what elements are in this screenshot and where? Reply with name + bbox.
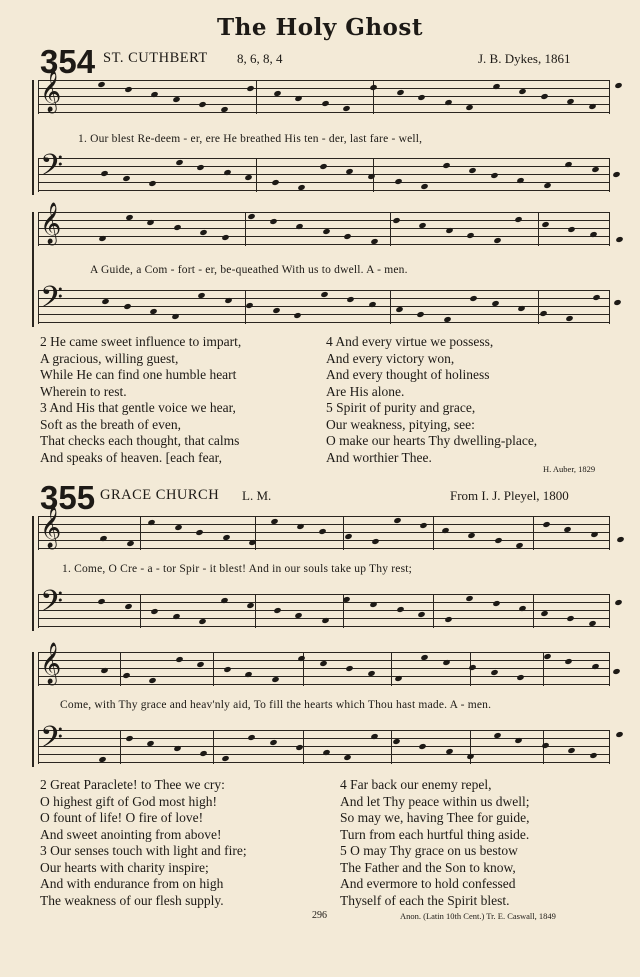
notehead-icon [146,219,154,226]
notehead-icon [369,84,377,91]
verse-line: 2 Great Paraclete! to Thee we cry: [40,777,225,792]
notehead-icon [196,529,204,536]
notehead-icon [175,159,183,166]
notehead-icon [567,615,575,622]
notehead-icon [543,182,551,189]
verse-line: And sweet anointing from above! [40,826,222,842]
notehead-icon [515,737,523,744]
treble-staff [38,203,610,246]
verse-line: 2 He came sweet influence to impart, [40,334,242,349]
verse-line: Wherein to rest. [40,383,127,399]
notehead-icon [445,227,453,234]
tune-name: GRACE CHURCH [100,487,220,503]
notehead-icon [318,528,326,535]
notehead-icon [245,174,253,181]
page-title: The Holy Ghost [217,14,423,41]
verses-right [340,777,529,909]
verse-line: Are His alone. [326,383,405,399]
notehead-icon [124,603,132,610]
notehead-icon [493,237,501,244]
notehead-icon [419,522,427,529]
notehead-icon [540,610,548,617]
notehead-icon [392,738,400,745]
notehead-icon [367,173,375,180]
bass-staff [38,281,610,324]
notehead-icon [272,307,280,314]
verse-line: 4 Far back our enemy repel, [340,777,492,792]
notehead-icon [494,537,502,544]
notehead-icon [123,303,131,310]
notehead-icon [175,656,183,663]
treble-clef-icon: 𝄞 [40,507,62,548]
notehead-icon [344,233,352,240]
notehead-icon [517,674,525,681]
verse-line: 4 And every virtue we possess, [326,334,494,349]
hymn-number: 355 [40,479,96,516]
notehead-icon [124,86,132,93]
notehead-icon [416,311,424,318]
notehead-icon [442,659,450,666]
notehead-icon [470,295,478,302]
notehead-icon [589,752,597,759]
notehead-icon [122,175,130,182]
notehead-icon [518,305,526,312]
notehead-icon [150,608,158,615]
notehead-icon [197,164,205,171]
notehead-icon [344,754,352,761]
notehead-icon [224,297,232,304]
notehead-icon [395,306,403,313]
notehead-icon [568,747,576,754]
notehead-icon [246,302,254,309]
notehead-icon [200,750,208,757]
notehead-icon [343,105,351,112]
notehead-icon [614,299,622,306]
verse-line: 5 Spirit of purity and grace, [326,400,476,415]
notehead-icon [223,666,231,673]
notehead-icon [418,743,426,750]
notehead-icon [319,163,327,170]
notehead-icon [122,672,130,679]
notehead-icon [269,739,277,746]
notehead-icon [592,294,600,301]
notehead-icon [492,600,500,607]
notehead-icon [588,103,596,110]
bass-staff [38,721,610,764]
verse-line: 3 And His that gentle voice we hear, [40,400,236,415]
verse-line: The Father and the Son to know, [340,859,516,875]
notehead-icon [616,236,624,243]
notehead-icon [173,745,181,752]
treble-clef-icon: 𝄞 [40,643,62,684]
notehead-icon [171,313,179,320]
notehead-icon [394,675,402,682]
lyric-line: A Guide, a Com - fort - er, be-queathed With us to dwell. A - men. [90,264,408,276]
notehead-icon [101,298,109,305]
notehead-icon [543,653,551,660]
verse-line: O make our hearts Thy dwelling-place, [326,433,538,448]
notehead-icon [148,677,156,684]
notehead-icon [319,660,327,667]
treble-clef-icon: 𝄞 [40,71,62,112]
notehead-icon [346,665,354,672]
notehead-icon [590,531,598,538]
verses-left [40,334,241,466]
hymn-number: 354 [40,43,96,80]
lyric-line: 1. Our blest Re-deem - er, ere He breathed His ten - der, last fare - well, [78,133,423,145]
notehead-icon [174,524,182,531]
page-number: 296 [312,910,327,921]
notehead-icon [393,517,401,524]
verse-line: So may we, having Thee for guide, [340,810,530,825]
notehead-icon [100,170,108,177]
notehead-icon [321,100,329,107]
notehead-icon [320,291,328,298]
notehead-icon [248,213,256,220]
notehead-icon [371,538,379,545]
verse-line: That checks each thought, that calms [40,433,240,448]
notehead-icon [273,607,281,614]
notehead-icon [247,85,255,92]
notehead-icon [125,735,133,742]
bass-clef-icon: 𝄢 [40,585,64,626]
notehead-icon [392,217,400,224]
verse-line: 5 O may Thy grace on us bestow [340,843,518,858]
verse-line: Our hearts with charity inspire; [40,859,209,875]
notehead-icon [519,88,527,95]
treble-staff [38,71,610,114]
notehead-icon [467,232,475,239]
notehead-icon [345,533,353,540]
notehead-icon [469,664,477,671]
meter: 8, 6, 8, 4 [237,51,283,66]
attribution: Anon. (Latin 10th Cent.) Tr. E. Caswall, 1849 [400,911,556,921]
notehead-icon [321,617,329,624]
verse-line: Our weakness, pitying, see: [326,416,475,432]
verse-line: While He can find one humble heart [40,367,237,382]
verse-line: 3 Our senses touch with light and fire; [40,843,247,858]
notehead-icon [613,171,621,178]
notehead-icon [417,94,425,101]
notehead-icon [221,755,229,762]
verses-left [40,777,247,909]
verse-line: O fount of life! O fire of love! [40,810,204,825]
notehead-icon [97,598,105,605]
notehead-icon [126,540,134,547]
notehead-icon [369,601,377,608]
notehead-icon [199,618,207,625]
treble-staff [38,643,610,686]
notehead-icon [566,315,574,322]
composer: From I. J. Pleyel, 1800 [450,488,569,503]
treble-staff [38,507,610,550]
author-credit: H. Auber, 1829 [543,464,596,474]
bass-staff [38,585,610,628]
notehead-icon [444,616,452,623]
notehead-icon [394,178,402,185]
notehead-icon [490,172,498,179]
notehead-icon [615,82,623,89]
verse-line: A gracious, willing guest, [40,350,179,366]
notehead-icon [417,611,425,618]
notehead-icon [469,167,477,174]
notehead-icon [420,183,428,190]
notehead-icon [396,606,404,613]
notehead-icon [322,228,330,235]
notehead-icon [468,532,476,539]
notehead-icon [173,224,181,231]
notehead-icon [221,234,229,241]
notehead-icon [271,676,279,683]
notehead-icon [396,89,404,96]
bass-clef-icon: 𝄢 [40,149,64,190]
treble-clef-icon: 𝄞 [40,203,62,244]
bass-clef-icon: 𝄢 [40,721,64,762]
notehead-icon [490,669,498,676]
verse-line: And evermore to hold confessed [340,876,516,891]
notehead-icon [466,595,474,602]
meter: L. M. [242,488,272,503]
notehead-icon [541,742,549,749]
lyric-line: 1. Come, O Cre - a - tor Spir - it blest! And in our souls take up Thy rest; [62,563,413,575]
bass-clef-icon: 𝄢 [40,281,64,322]
notehead-icon [613,668,621,675]
notehead-icon [515,216,523,223]
notehead-icon [97,81,105,88]
notehead-icon [442,162,450,169]
notehead-icon [248,734,256,741]
notehead-icon [466,104,474,111]
notehead-icon [100,667,108,674]
verse-line: Thyself of each the Spirit blest. [340,892,510,908]
notehead-icon [540,93,548,100]
verse-line: And every victory won, [326,350,455,366]
verse-line: And speaks of heaven. [each fear, [40,449,222,465]
notehead-icon [616,731,624,738]
notehead-icon [467,753,475,760]
notehead-icon [172,96,180,103]
verse-line: And every thought of holiness [326,367,490,382]
notehead-icon [615,599,623,606]
verse-line: The weakness of our flesh supply. [40,892,224,908]
verse-line: Turn from each hurtful thing aside. [340,826,530,842]
notehead-icon [271,179,279,186]
notehead-icon [197,661,205,668]
notehead-icon [200,229,208,236]
notehead-icon [98,235,106,242]
notehead-icon [199,101,207,108]
verse-line: And worthier Thee. [326,449,432,465]
notehead-icon [148,180,156,187]
verse-line: O highest gift of God most high! [40,793,217,809]
verse-line: And with endurance from on high [40,876,224,891]
notehead-icon [617,536,625,543]
composer: J. B. Dykes, 1861 [478,51,571,66]
lyric-line: Come, with Thy grace and heav'nly aid, To fill the hearts which Thou hast made. A - men. [60,699,492,711]
notehead-icon [539,310,547,317]
notehead-icon [591,166,599,173]
notehead-icon [541,221,549,228]
notehead-icon [269,218,277,225]
verses-right [326,334,537,466]
bass-staff [38,149,610,192]
notehead-icon [542,521,550,528]
tune-name: ST. CUTHBERT [103,50,208,66]
verse-line: Soft as the breath of even, [40,416,181,432]
notehead-icon [247,602,255,609]
verse-line: And let Thy peace within us dwell; [340,793,530,809]
